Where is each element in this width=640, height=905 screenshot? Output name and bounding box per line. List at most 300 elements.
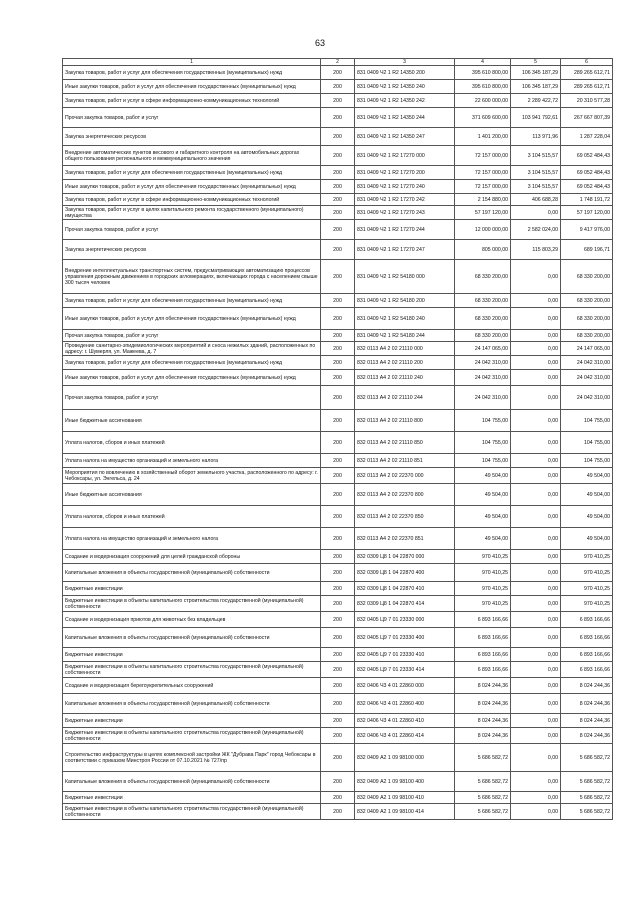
row-code-cell: 200 bbox=[321, 648, 355, 662]
row-name-cell: Проведение санитарно-эпидемиологических мероприятий и сноса нежилых зданий, расположенных по адресу: г. Шумерля, ул. Мажеева, д. 7 bbox=[63, 342, 321, 356]
row-value4-cell: 49 504,00 bbox=[455, 528, 511, 550]
row-value5-cell: 0,00 bbox=[511, 582, 561, 596]
row-code-cell: 200 bbox=[321, 772, 355, 792]
row-value6-cell: 49 504,00 bbox=[561, 468, 613, 484]
row-kod-cell: 831 0409 Ч2 1 R2 17270 243 bbox=[355, 206, 455, 220]
row-code-cell: 200 bbox=[321, 410, 355, 432]
row-value4-cell: 6 893 166,66 bbox=[455, 612, 511, 628]
table-row bbox=[63, 330, 613, 342]
row-code-cell: 200 bbox=[321, 728, 355, 744]
row-value6-cell: 104 755,00 bbox=[561, 410, 613, 432]
row-value5-cell: 2 582 024,00 bbox=[511, 220, 561, 240]
row-value5-cell: 0,00 bbox=[511, 662, 561, 678]
row-kod-cell: 832 0309 Ц8 1 04 22870 000 bbox=[355, 550, 455, 564]
row-value5-cell: 0,00 bbox=[511, 792, 561, 804]
row-name-cell: Иные закупки товаров, работ и услуг для обеспечения государственных (муниципальных) нужд bbox=[63, 370, 321, 386]
row-value4-cell: 6 893 166,66 bbox=[455, 628, 511, 648]
column-header: 4 bbox=[455, 59, 511, 66]
row-kod-cell: 831 0409 Ч2 1 R2 14350 200 bbox=[355, 66, 455, 80]
row-kod-cell: 831 0409 Ч2 1 R2 17270 200 bbox=[355, 166, 455, 180]
table-row bbox=[63, 206, 613, 220]
row-value6-cell: 68 330 200,00 bbox=[561, 308, 613, 330]
row-value6-cell: 24 042 310,00 bbox=[561, 370, 613, 386]
row-name-cell: Иные закупки товаров, работ и услуг для обеспечения государственных (муниципальных) нужд bbox=[63, 180, 321, 194]
row-code-cell: 200 bbox=[321, 484, 355, 506]
row-kod-cell: 832 0409 А2 1 09 98100 000 bbox=[355, 744, 455, 772]
row-value6-cell: 69 052 484,43 bbox=[561, 180, 613, 194]
row-value6-cell: 24 042 310,00 bbox=[561, 356, 613, 370]
row-value4-cell: 24 042 310,00 bbox=[455, 370, 511, 386]
row-kod-cell: 832 0405 Ц9 7 01 23330 400 bbox=[355, 628, 455, 648]
row-kod-cell: 831 0409 Ч2 1 R2 54180 240 bbox=[355, 308, 455, 330]
row-value5-cell: 103 941 792,61 bbox=[511, 108, 561, 128]
row-value4-cell: 72 157 000,00 bbox=[455, 146, 511, 166]
header-row bbox=[63, 59, 613, 66]
row-value5-cell: 2 289 422,72 bbox=[511, 94, 561, 108]
row-code-cell: 200 bbox=[321, 194, 355, 206]
row-value5-cell: 0,00 bbox=[511, 744, 561, 772]
row-value4-cell: 970 410,25 bbox=[455, 564, 511, 582]
row-value5-cell: 106 345 187,29 bbox=[511, 80, 561, 94]
row-name-cell: Бюджетные инвестиции bbox=[63, 582, 321, 596]
row-kod-cell: 832 0113 А4 2 02 21110 851 bbox=[355, 454, 455, 468]
row-value4-cell: 805 000,00 bbox=[455, 240, 511, 260]
row-code-cell: 200 bbox=[321, 550, 355, 564]
row-kod-cell: 832 0309 Ц8 1 04 22870 400 bbox=[355, 564, 455, 582]
row-name-cell: Создание и модернизация приютов для животных без владельцев bbox=[63, 612, 321, 628]
row-value5-cell: 3 104 515,57 bbox=[511, 146, 561, 166]
row-value4-cell: 395 610 800,00 bbox=[455, 66, 511, 80]
row-value6-cell: 49 504,00 bbox=[561, 506, 613, 528]
row-value4-cell: 970 410,25 bbox=[455, 550, 511, 564]
row-code-cell: 200 bbox=[321, 506, 355, 528]
row-value5-cell: 0,00 bbox=[511, 678, 561, 694]
row-value5-cell: 0,00 bbox=[511, 294, 561, 308]
row-value4-cell: 371 609 600,00 bbox=[455, 108, 511, 128]
row-value6-cell: 20 310 577,28 bbox=[561, 94, 613, 108]
table-row bbox=[63, 564, 613, 582]
row-value6-cell: 8 024 244,36 bbox=[561, 728, 613, 744]
row-code-cell: 200 bbox=[321, 128, 355, 146]
row-value5-cell: 0,00 bbox=[511, 648, 561, 662]
row-name-cell: Закупка товаров, работ и услуг для обеспечения государственных (муниципальных) нужд bbox=[63, 294, 321, 308]
row-code-cell: 200 bbox=[321, 220, 355, 240]
row-kod-cell: 832 0113 А4 2 02 22370 851 bbox=[355, 528, 455, 550]
row-value5-cell: 0,00 bbox=[511, 612, 561, 628]
table-row bbox=[63, 356, 613, 370]
row-kod-cell: 831 0409 Ч2 1 R2 54180 200 bbox=[355, 294, 455, 308]
row-name-cell: Закупка товаров, работ и услуг для обеспечения государственных (муниципальных) нужд bbox=[63, 66, 321, 80]
row-value6-cell: 5 686 582,72 bbox=[561, 744, 613, 772]
table-row bbox=[63, 108, 613, 128]
row-code-cell: 200 bbox=[321, 468, 355, 484]
row-kod-cell: 831 0409 Ч2 1 R2 14350 244 bbox=[355, 108, 455, 128]
row-value4-cell: 8 024 244,36 bbox=[455, 678, 511, 694]
row-value6-cell: 5 686 582,72 bbox=[561, 792, 613, 804]
row-value5-cell: 0,00 bbox=[511, 260, 561, 294]
row-kod-cell: 832 0113 А4 2 02 22370 800 bbox=[355, 484, 455, 506]
row-value5-cell: 0,00 bbox=[511, 528, 561, 550]
table-row bbox=[63, 370, 613, 386]
row-value4-cell: 970 410,25 bbox=[455, 582, 511, 596]
row-value4-cell: 970 410,25 bbox=[455, 596, 511, 612]
row-code-cell: 200 bbox=[321, 454, 355, 468]
row-kod-cell: 832 0406 Ч3 4 01 22860 410 bbox=[355, 714, 455, 728]
table-row bbox=[63, 220, 613, 240]
row-kod-cell: 832 0113 А4 2 02 22370 850 bbox=[355, 506, 455, 528]
row-code-cell: 200 bbox=[321, 180, 355, 194]
row-name-cell: Закупка товаров, работ и услуг в сфере информационно-коммуникационных технологий bbox=[63, 194, 321, 206]
row-kod-cell: 832 0309 Ц8 1 04 22870 414 bbox=[355, 596, 455, 612]
row-value6-cell: 8 024 244,36 bbox=[561, 714, 613, 728]
row-value4-cell: 12 000 000,00 bbox=[455, 220, 511, 240]
row-name-cell: Создание и модернизация сооружений для целей гражданской обороны bbox=[63, 550, 321, 564]
row-value4-cell: 5 686 582,72 bbox=[455, 744, 511, 772]
row-value5-cell: 0,00 bbox=[511, 330, 561, 342]
row-value4-cell: 6 893 166,66 bbox=[455, 662, 511, 678]
row-value6-cell: 68 330 200,00 bbox=[561, 330, 613, 342]
row-name-cell: Капитальные вложения в объекты государственной (муниципальной) собственности bbox=[63, 694, 321, 714]
row-name-cell: Внедрение автоматических пунктов весового и габаритного контроля на автомобильных дорогах общего пользования регионального и межмуниципального значения bbox=[63, 146, 321, 166]
table-header bbox=[63, 59, 613, 66]
row-value6-cell: 57 197 120,00 bbox=[561, 206, 613, 220]
row-kod-cell: 831 0409 Ч2 1 R2 14350 247 bbox=[355, 128, 455, 146]
row-kod-cell: 831 0409 Ч2 1 R2 17270 000 bbox=[355, 146, 455, 166]
row-value6-cell: 69 052 484,43 bbox=[561, 166, 613, 180]
table-row bbox=[63, 432, 613, 454]
row-value4-cell: 8 024 244,36 bbox=[455, 728, 511, 744]
row-kod-cell: 832 0113 А4 2 02 21110 850 bbox=[355, 432, 455, 454]
row-kod-cell: 831 0409 Ч2 1 R2 17270 247 bbox=[355, 240, 455, 260]
row-value6-cell: 689 196,71 bbox=[561, 240, 613, 260]
row-value4-cell: 49 504,00 bbox=[455, 506, 511, 528]
column-header: 1 bbox=[63, 59, 321, 66]
row-value5-cell: 113 971,96 bbox=[511, 128, 561, 146]
row-code-cell: 200 bbox=[321, 612, 355, 628]
table-row bbox=[63, 744, 613, 772]
table-row bbox=[63, 66, 613, 80]
row-kod-cell: 832 0113 А4 2 02 21110 000 bbox=[355, 342, 455, 356]
row-value6-cell: 68 330 200,00 bbox=[561, 294, 613, 308]
row-kod-cell: 832 0113 А4 2 02 21110 200 bbox=[355, 356, 455, 370]
row-code-cell: 200 bbox=[321, 206, 355, 220]
row-name-cell: Бюджетные инвестиции в объекты капитального строительства государственной (муниципальной) собственности bbox=[63, 804, 321, 820]
row-name-cell: Бюджетные инвестиции в объекты капитального строительства государственной (муниципальной) собственности bbox=[63, 662, 321, 678]
row-value5-cell: 0,00 bbox=[511, 506, 561, 528]
row-name-cell: Иные бюджетные ассигнования bbox=[63, 410, 321, 432]
row-value6-cell: 69 052 484,43 bbox=[561, 146, 613, 166]
row-kod-cell: 831 0409 Ч2 1 R2 17270 240 bbox=[355, 180, 455, 194]
row-code-cell: 200 bbox=[321, 678, 355, 694]
row-value5-cell: 0,00 bbox=[511, 468, 561, 484]
row-value4-cell: 24 042 310,00 bbox=[455, 356, 511, 370]
row-name-cell: Закупка товаров, работ и услуг в целях капитального ремонта государственного (муниципального) имущества bbox=[63, 206, 321, 220]
row-value4-cell: 5 686 582,72 bbox=[455, 772, 511, 792]
row-code-cell: 200 bbox=[321, 294, 355, 308]
row-value5-cell: 0,00 bbox=[511, 564, 561, 582]
row-value5-cell: 0,00 bbox=[511, 628, 561, 648]
row-value6-cell: 68 330 200,00 bbox=[561, 260, 613, 294]
row-value6-cell: 24 147 065,00 bbox=[561, 342, 613, 356]
table-row bbox=[63, 772, 613, 792]
row-kod-cell: 831 0409 Ч2 1 R2 54180 000 bbox=[355, 260, 455, 294]
row-value5-cell: 0,00 bbox=[511, 370, 561, 386]
table-row bbox=[63, 596, 613, 612]
table-row bbox=[63, 128, 613, 146]
table-row bbox=[63, 714, 613, 728]
row-name-cell: Внедрение интеллектуальных транспортных систем, предусматривающих автоматизацию процессов управления дорожным движением в городских агломерациях, включающих города с населением свыше 300 тысяч человек bbox=[63, 260, 321, 294]
table-row bbox=[63, 260, 613, 294]
table-row bbox=[63, 294, 613, 308]
row-name-cell: Уплата налога на имущество организаций и земельного налога bbox=[63, 454, 321, 468]
row-value4-cell: 68 330 200,00 bbox=[455, 308, 511, 330]
row-value4-cell: 49 504,00 bbox=[455, 484, 511, 506]
row-code-cell: 200 bbox=[321, 744, 355, 772]
row-name-cell: Иные закупки товаров, работ и услуг для обеспечения государственных (муниципальных) нужд bbox=[63, 80, 321, 94]
row-value6-cell: 5 686 582,72 bbox=[561, 772, 613, 792]
table-row bbox=[63, 582, 613, 596]
table-row bbox=[63, 792, 613, 804]
row-value5-cell: 406 688,28 bbox=[511, 194, 561, 206]
table-row bbox=[63, 678, 613, 694]
row-value6-cell: 970 410,25 bbox=[561, 550, 613, 564]
row-name-cell: Уплата налога на имущество организаций и земельного налога bbox=[63, 528, 321, 550]
table-row bbox=[63, 694, 613, 714]
row-value4-cell: 49 504,00 bbox=[455, 468, 511, 484]
row-value5-cell: 0,00 bbox=[511, 454, 561, 468]
table-row bbox=[63, 146, 613, 166]
row-value5-cell: 0,00 bbox=[511, 356, 561, 370]
table-row bbox=[63, 194, 613, 206]
row-kod-cell: 831 0409 Ч2 1 R2 17270 242 bbox=[355, 194, 455, 206]
row-value6-cell: 6 893 166,66 bbox=[561, 628, 613, 648]
row-code-cell: 200 bbox=[321, 94, 355, 108]
row-name-cell: Бюджетные инвестиции bbox=[63, 648, 321, 662]
table-row bbox=[63, 550, 613, 564]
row-code-cell: 200 bbox=[321, 596, 355, 612]
row-name-cell: Капитальные вложения в объекты государственной (муниципальной) собственности bbox=[63, 772, 321, 792]
row-value6-cell: 1 748 191,72 bbox=[561, 194, 613, 206]
row-value5-cell: 0,00 bbox=[511, 772, 561, 792]
row-value4-cell: 8 024 244,36 bbox=[455, 694, 511, 714]
row-kod-cell: 831 0409 Ч2 1 R2 14350 242 bbox=[355, 94, 455, 108]
row-name-cell: Закупка энергетических ресурсов bbox=[63, 240, 321, 260]
row-value5-cell: 115 803,29 bbox=[511, 240, 561, 260]
row-value5-cell: 0,00 bbox=[511, 484, 561, 506]
row-kod-cell: 832 0113 А4 2 02 21110 244 bbox=[355, 386, 455, 410]
row-kod-cell: 832 0406 Ч3 4 01 22860 400 bbox=[355, 694, 455, 714]
row-value6-cell: 289 265 612,71 bbox=[561, 80, 613, 94]
table-row bbox=[63, 628, 613, 648]
row-name-cell: Капитальные вложения в объекты государственной (муниципальной) собственности bbox=[63, 628, 321, 648]
column-header: 3 bbox=[355, 59, 455, 66]
table-row bbox=[63, 180, 613, 194]
row-name-cell: Строительство инфраструктуры в целях комплексной застройки ЖК "Дубрава Парк" город Чебоксары в соответствии с приказом Минстроя России от 07.10.2021 № 727/пр bbox=[63, 744, 321, 772]
row-value4-cell: 24 147 065,00 bbox=[455, 342, 511, 356]
row-value4-cell: 72 157 000,00 bbox=[455, 166, 511, 180]
row-value6-cell: 8 024 244,36 bbox=[561, 694, 613, 714]
row-code-cell: 200 bbox=[321, 370, 355, 386]
row-value5-cell: 0,00 bbox=[511, 410, 561, 432]
row-value5-cell: 0,00 bbox=[511, 386, 561, 410]
row-name-cell: Прочая закупка товаров, работ и услуг bbox=[63, 386, 321, 410]
table-row bbox=[63, 612, 613, 628]
row-name-cell: Иные закупки товаров, работ и услуг для обеспечения государственных (муниципальных) нужд bbox=[63, 308, 321, 330]
row-name-cell: Создание и модернизация берегоукрепительных сооружений bbox=[63, 678, 321, 694]
row-code-cell: 200 bbox=[321, 386, 355, 410]
row-kod-cell: 832 0406 Ч3 4 01 22860 000 bbox=[355, 678, 455, 694]
row-kod-cell: 832 0113 А4 2 02 22370 000 bbox=[355, 468, 455, 484]
row-code-cell: 200 bbox=[321, 582, 355, 596]
row-value4-cell: 57 197 120,00 bbox=[455, 206, 511, 220]
column-header: 2 bbox=[321, 59, 355, 66]
row-kod-cell: 831 0409 Ч2 1 R2 54180 244 bbox=[355, 330, 455, 342]
row-value5-cell: 106 345 187,29 bbox=[511, 66, 561, 80]
row-value6-cell: 49 504,00 bbox=[561, 484, 613, 506]
row-kod-cell: 832 0409 А2 1 09 98100 410 bbox=[355, 792, 455, 804]
row-code-cell: 200 bbox=[321, 166, 355, 180]
table-row bbox=[63, 240, 613, 260]
row-kod-cell: 832 0113 А4 2 02 21110 800 bbox=[355, 410, 455, 432]
row-name-cell: Капитальные вложения в объекты государственной (муниципальной) собственности bbox=[63, 564, 321, 582]
row-code-cell: 200 bbox=[321, 628, 355, 648]
table-row bbox=[63, 804, 613, 820]
table-row bbox=[63, 308, 613, 330]
table-row bbox=[63, 454, 613, 468]
row-code-cell: 200 bbox=[321, 714, 355, 728]
row-value4-cell: 68 330 200,00 bbox=[455, 294, 511, 308]
row-value6-cell: 24 042 310,00 bbox=[561, 386, 613, 410]
row-value5-cell: 0,00 bbox=[511, 550, 561, 564]
row-value4-cell: 104 755,00 bbox=[455, 454, 511, 468]
row-value5-cell: 0,00 bbox=[511, 596, 561, 612]
row-value6-cell: 104 755,00 bbox=[561, 454, 613, 468]
row-value6-cell: 8 024 244,36 bbox=[561, 678, 613, 694]
row-value6-cell: 9 417 976,00 bbox=[561, 220, 613, 240]
row-code-cell: 200 bbox=[321, 330, 355, 342]
row-code-cell: 200 bbox=[321, 108, 355, 128]
row-value4-cell: 5 686 582,72 bbox=[455, 792, 511, 804]
row-value5-cell: 3 104 515,57 bbox=[511, 180, 561, 194]
row-name-cell: Уплата налогов, сборов и иных платежей bbox=[63, 432, 321, 454]
row-code-cell: 200 bbox=[321, 260, 355, 294]
table-body bbox=[63, 66, 613, 820]
row-code-cell: 200 bbox=[321, 528, 355, 550]
row-name-cell: Бюджетные инвестиции bbox=[63, 792, 321, 804]
row-value4-cell: 5 686 582,72 bbox=[455, 804, 511, 820]
row-name-cell: Бюджетные инвестиции в объекты капитального строительства государственной (муниципальной) собственности bbox=[63, 728, 321, 744]
row-name-cell: Уплата налогов, сборов и иных платежей bbox=[63, 506, 321, 528]
row-code-cell: 200 bbox=[321, 146, 355, 166]
row-value6-cell: 970 410,25 bbox=[561, 596, 613, 612]
row-value5-cell: 0,00 bbox=[511, 308, 561, 330]
row-code-cell: 200 bbox=[321, 80, 355, 94]
row-value6-cell: 104 755,00 bbox=[561, 432, 613, 454]
row-kod-cell: 831 0409 Ч2 1 R2 14350 240 bbox=[355, 80, 455, 94]
row-value5-cell: 0,00 bbox=[511, 206, 561, 220]
row-name-cell: Закупка товаров, работ и услуг для обеспечения государственных (муниципальных) нужд bbox=[63, 356, 321, 370]
row-value4-cell: 68 330 200,00 bbox=[455, 330, 511, 342]
row-value5-cell: 0,00 bbox=[511, 432, 561, 454]
page-number: 63 bbox=[314, 38, 325, 48]
row-value4-cell: 8 024 244,36 bbox=[455, 714, 511, 728]
table-row bbox=[63, 528, 613, 550]
row-value6-cell: 6 893 166,66 bbox=[561, 612, 613, 628]
row-value6-cell: 289 265 612,71 bbox=[561, 66, 613, 80]
row-value6-cell: 5 686 582,72 bbox=[561, 804, 613, 820]
row-code-cell: 200 bbox=[321, 66, 355, 80]
row-value5-cell: 0,00 bbox=[511, 694, 561, 714]
row-kod-cell: 832 0405 Ц9 7 01 23330 414 bbox=[355, 662, 455, 678]
row-value4-cell: 395 610 800,00 bbox=[455, 80, 511, 94]
table-row bbox=[63, 94, 613, 108]
row-value6-cell: 49 504,00 bbox=[561, 528, 613, 550]
row-name-cell: Прочая закупка товаров, работ и услуг bbox=[63, 108, 321, 128]
row-kod-cell: 832 0309 Ц8 1 04 22870 410 bbox=[355, 582, 455, 596]
row-name-cell: Закупка товаров, работ и услуг для обеспечения государственных (муниципальных) нужд bbox=[63, 166, 321, 180]
row-value4-cell: 1 401 200,00 bbox=[455, 128, 511, 146]
row-value6-cell: 6 893 166,66 bbox=[561, 662, 613, 678]
row-code-cell: 200 bbox=[321, 308, 355, 330]
row-value6-cell: 1 287 228,04 bbox=[561, 128, 613, 146]
row-value6-cell: 267 667 807,39 bbox=[561, 108, 613, 128]
row-kod-cell: 832 0405 Ц9 7 01 23330 410 bbox=[355, 648, 455, 662]
table-row bbox=[63, 80, 613, 94]
budget-table bbox=[62, 58, 613, 820]
row-value4-cell: 24 042 310,00 bbox=[455, 386, 511, 410]
row-kod-cell: 832 0113 А4 2 02 21110 240 bbox=[355, 370, 455, 386]
column-header: 6 bbox=[561, 59, 613, 66]
row-code-cell: 200 bbox=[321, 792, 355, 804]
row-kod-cell: 832 0409 А2 1 09 98100 400 bbox=[355, 772, 455, 792]
row-value5-cell: 0,00 bbox=[511, 728, 561, 744]
row-code-cell: 200 bbox=[321, 564, 355, 582]
row-value4-cell: 22 600 000,00 bbox=[455, 94, 511, 108]
row-value4-cell: 104 755,00 bbox=[455, 432, 511, 454]
table-row bbox=[63, 468, 613, 484]
row-name-cell: Закупка товаров, работ и услуг в сфере информационно-коммуникационных технологий bbox=[63, 94, 321, 108]
row-value6-cell: 970 410,25 bbox=[561, 564, 613, 582]
row-value4-cell: 6 893 166,66 bbox=[455, 648, 511, 662]
row-value5-cell: 0,00 bbox=[511, 714, 561, 728]
row-code-cell: 200 bbox=[321, 356, 355, 370]
table-row bbox=[63, 648, 613, 662]
row-value5-cell: 0,00 bbox=[511, 342, 561, 356]
row-name-cell: Бюджетные инвестиции в объекты капитального строительства государственной (муниципальной) собственности bbox=[63, 596, 321, 612]
row-code-cell: 200 bbox=[321, 240, 355, 260]
table-row bbox=[63, 386, 613, 410]
row-name-cell: Прочая закупка товаров, работ и услуг bbox=[63, 220, 321, 240]
table-row bbox=[63, 166, 613, 180]
row-value6-cell: 6 893 166,66 bbox=[561, 648, 613, 662]
row-value5-cell: 3 104 515,57 bbox=[511, 166, 561, 180]
row-kod-cell: 832 0406 Ч3 4 01 22860 414 bbox=[355, 728, 455, 744]
table-row bbox=[63, 506, 613, 528]
row-value4-cell: 68 330 200,00 bbox=[455, 260, 511, 294]
table-row bbox=[63, 410, 613, 432]
row-code-cell: 200 bbox=[321, 342, 355, 356]
row-value5-cell: 0,00 bbox=[511, 804, 561, 820]
row-name-cell: Бюджетные инвестиции bbox=[63, 714, 321, 728]
row-name-cell: Закупка энергетических ресурсов bbox=[63, 128, 321, 146]
row-kod-cell: 831 0409 Ч2 1 R2 17270 244 bbox=[355, 220, 455, 240]
row-code-cell: 200 bbox=[321, 694, 355, 714]
row-name-cell: Иные бюджетные ассигнования bbox=[63, 484, 321, 506]
row-code-cell: 200 bbox=[321, 432, 355, 454]
table-row bbox=[63, 342, 613, 356]
row-code-cell: 200 bbox=[321, 804, 355, 820]
column-header: 5 bbox=[511, 59, 561, 66]
